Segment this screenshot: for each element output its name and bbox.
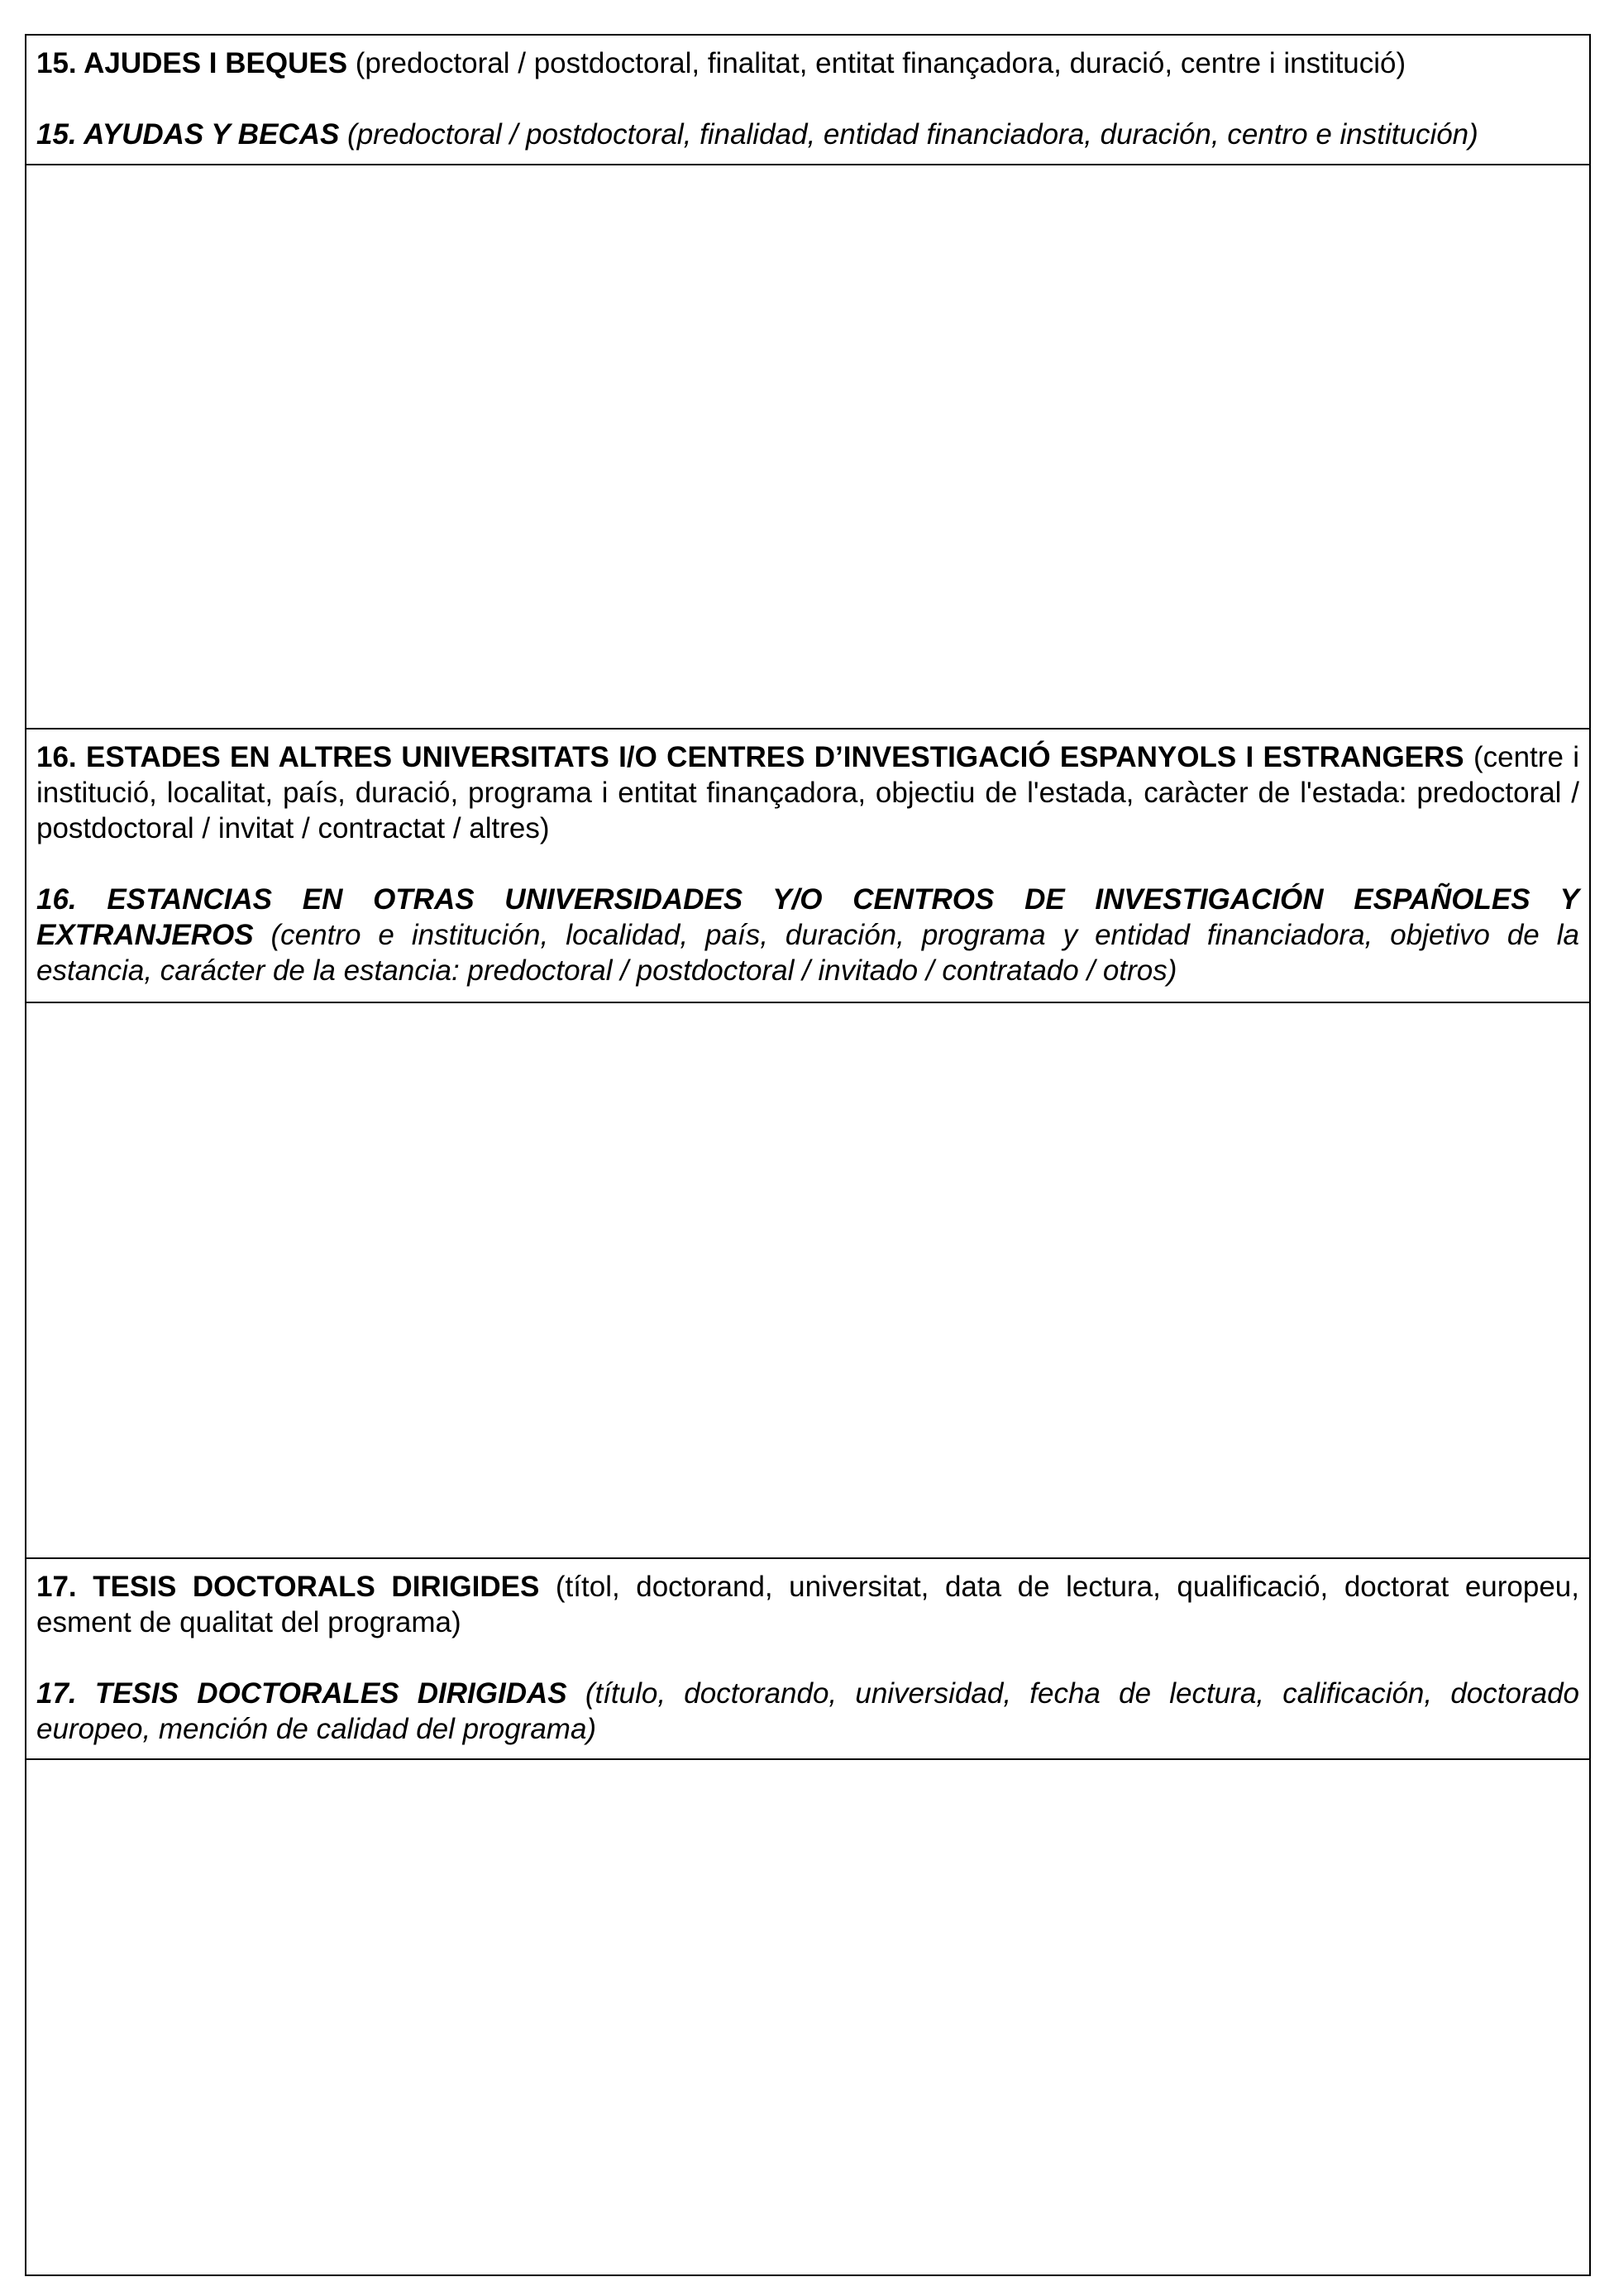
section-16-spanish-heading [36, 882, 1579, 988]
cv-form-table [25, 34, 1591, 2276]
section-15-catalan-description: (predoctoral / postdoctoral, finalitat, entitat finançadora, duració, centre i institució) [347, 47, 1406, 79]
section-17-spanish-heading [36, 1676, 1579, 1747]
section-17-catalan-description: (títol, doctorand, universitat, data de lectura, qualificació, doctorat europeu, esment de qualitat del programa) [36, 1571, 1579, 1638]
section-17-catalan-title: 17. TESIS DOCTORALS DIRIGIDES [36, 1571, 540, 1603]
section-16-catalan-description: (centre i institució, localitat, país, duració, programa i entitat finançadora, objectiu de l'estada, caràcter de l'estada: predoctoral / postdoctoral / invitat / contractat / altres) [36, 741, 1580, 844]
section-16-spanish-title: 16. ESTANCIAS EN OTRAS UNIVERSIDADES Y/O CENTROS DE INVESTIGACIÓN ESPAÑOLES Y EXTRANJEROS [36, 883, 1579, 951]
section-16-header [26, 728, 1589, 1002]
section-16-spanish-description: (centro e institución, localidad, país, duración, programa y entidad financiadora, objetivo de la estancia, carácter de la estancia: predoctoral / postdoctoral / invitado / contratado / otros) [36, 919, 1579, 987]
section-15-header [26, 36, 1589, 164]
section-15-spanish-title: 15. AYUDAS Y BECAS [36, 118, 340, 151]
section-17-catalan-heading [36, 1569, 1579, 1640]
section-15-answer-field[interactable] [26, 164, 1589, 728]
section-15-catalan-heading [36, 45, 1579, 81]
section-16-catalan-heading [36, 739, 1579, 846]
section-17-spanish-description: (título, doctorando, universidad, fecha de lectura, calificación, doctorado europeo, mención de calidad del programa) [36, 1677, 1580, 1745]
section-15-spanish-heading [36, 117, 1579, 152]
section-16-answer-field[interactable] [26, 1002, 1589, 1557]
section-17-header [26, 1557, 1589, 1758]
section-16-catalan-title: 16. ESTADES EN ALTRES UNIVERSITATS I/O CENTRES D’INVESTIGACIÓ ESPANYOLS I ESTRANGERS [36, 741, 1464, 773]
section-15-spanish-description: (predoctoral / postdoctoral, finalidad, entidad financiadora, duración, centro e institución) [339, 118, 1478, 151]
section-17-answer-field[interactable] [26, 1758, 1589, 2274]
section-15-catalan-title: 15. AJUDES I BEQUES [36, 47, 348, 79]
section-17-spanish-title: 17. TESIS DOCTORALES DIRIGIDAS [36, 1677, 567, 1710]
